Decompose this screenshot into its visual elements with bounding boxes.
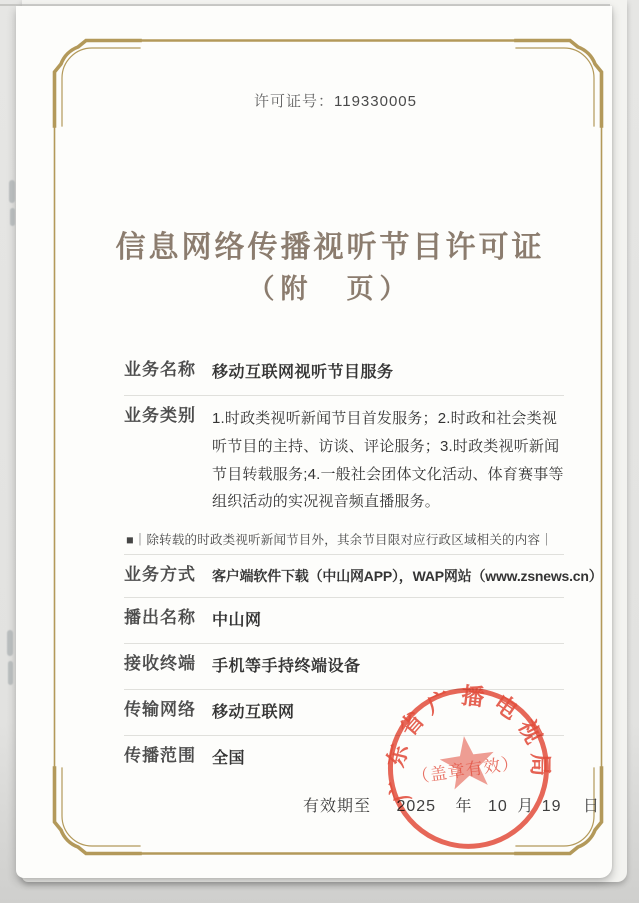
validity-year-unit: 年 <box>455 798 473 815</box>
field-label: 传播范围 <box>124 745 196 765</box>
validity-month: 10 <box>487 798 508 815</box>
field-label: 接收终端 <box>124 653 196 673</box>
seal-center-text: （盖章有效） <box>410 753 521 789</box>
restriction-note: ■｜除转载的时政类视听新闻节目外，其余节目限对应行政区域相关的内容｜ <box>124 524 564 555</box>
field-label: 传输网络 <box>124 699 196 719</box>
field-value: 手机等手持终端设备 <box>212 657 361 675</box>
validity-day: 19 <box>541 798 562 815</box>
binding-mark <box>10 208 15 226</box>
field-label: 业务名称 <box>124 360 196 379</box>
license-number-label: 许可证号： <box>254 93 335 110</box>
certificate-paper <box>16 6 612 878</box>
validity-month-unit: 月 <box>517 798 535 815</box>
field-value: 1.时政类视听新闻节目首发服务；2.时政和社会类视听节目的主持、访谈、评论服务；3.时政类视听新闻节目转载服务;4.一般社会团体文化活动、体育赛事等组织活动的实况视音频直播服务。 <box>212 410 564 511</box>
binding-mark <box>7 630 13 656</box>
field-row-business-method <box>124 555 603 598</box>
seal-authority-arc-text: 广东省广播电视局 <box>383 683 553 805</box>
field-row-broadcast-name <box>124 598 564 644</box>
field-label: 播出名称 <box>124 607 196 627</box>
certificate-title: 信息网络传播视听节目许可证 <box>115 231 545 264</box>
field-value: 客户端软件下载（中山网APP），WAP网站（www.zsnews.cn） <box>212 568 603 584</box>
field-row-business-category <box>124 396 564 524</box>
field-label: 业务方式 <box>124 565 196 584</box>
scan-top-edge <box>0 4 610 6</box>
binding-mark <box>8 661 13 685</box>
field-value: 全国 <box>212 749 246 767</box>
license-number-line <box>16 90 639 111</box>
validity-prefix: 有效期至 <box>303 798 372 815</box>
field-value: 移动互联网视听节目服务 <box>212 364 394 381</box>
license-number-value: 119330005 <box>334 93 417 110</box>
field-value: 移动互联网 <box>212 703 295 721</box>
official-red-seal <box>363 660 579 884</box>
field-row-business-name <box>124 350 564 396</box>
field-label: 业务类别 <box>124 406 196 425</box>
binding-mark <box>9 180 15 203</box>
certificate-subtitle: （附 页） <box>247 274 413 304</box>
validity-year: 2025 <box>396 798 437 815</box>
validity-day-unit: 日 <box>582 798 600 815</box>
field-value: 中山网 <box>212 611 262 629</box>
